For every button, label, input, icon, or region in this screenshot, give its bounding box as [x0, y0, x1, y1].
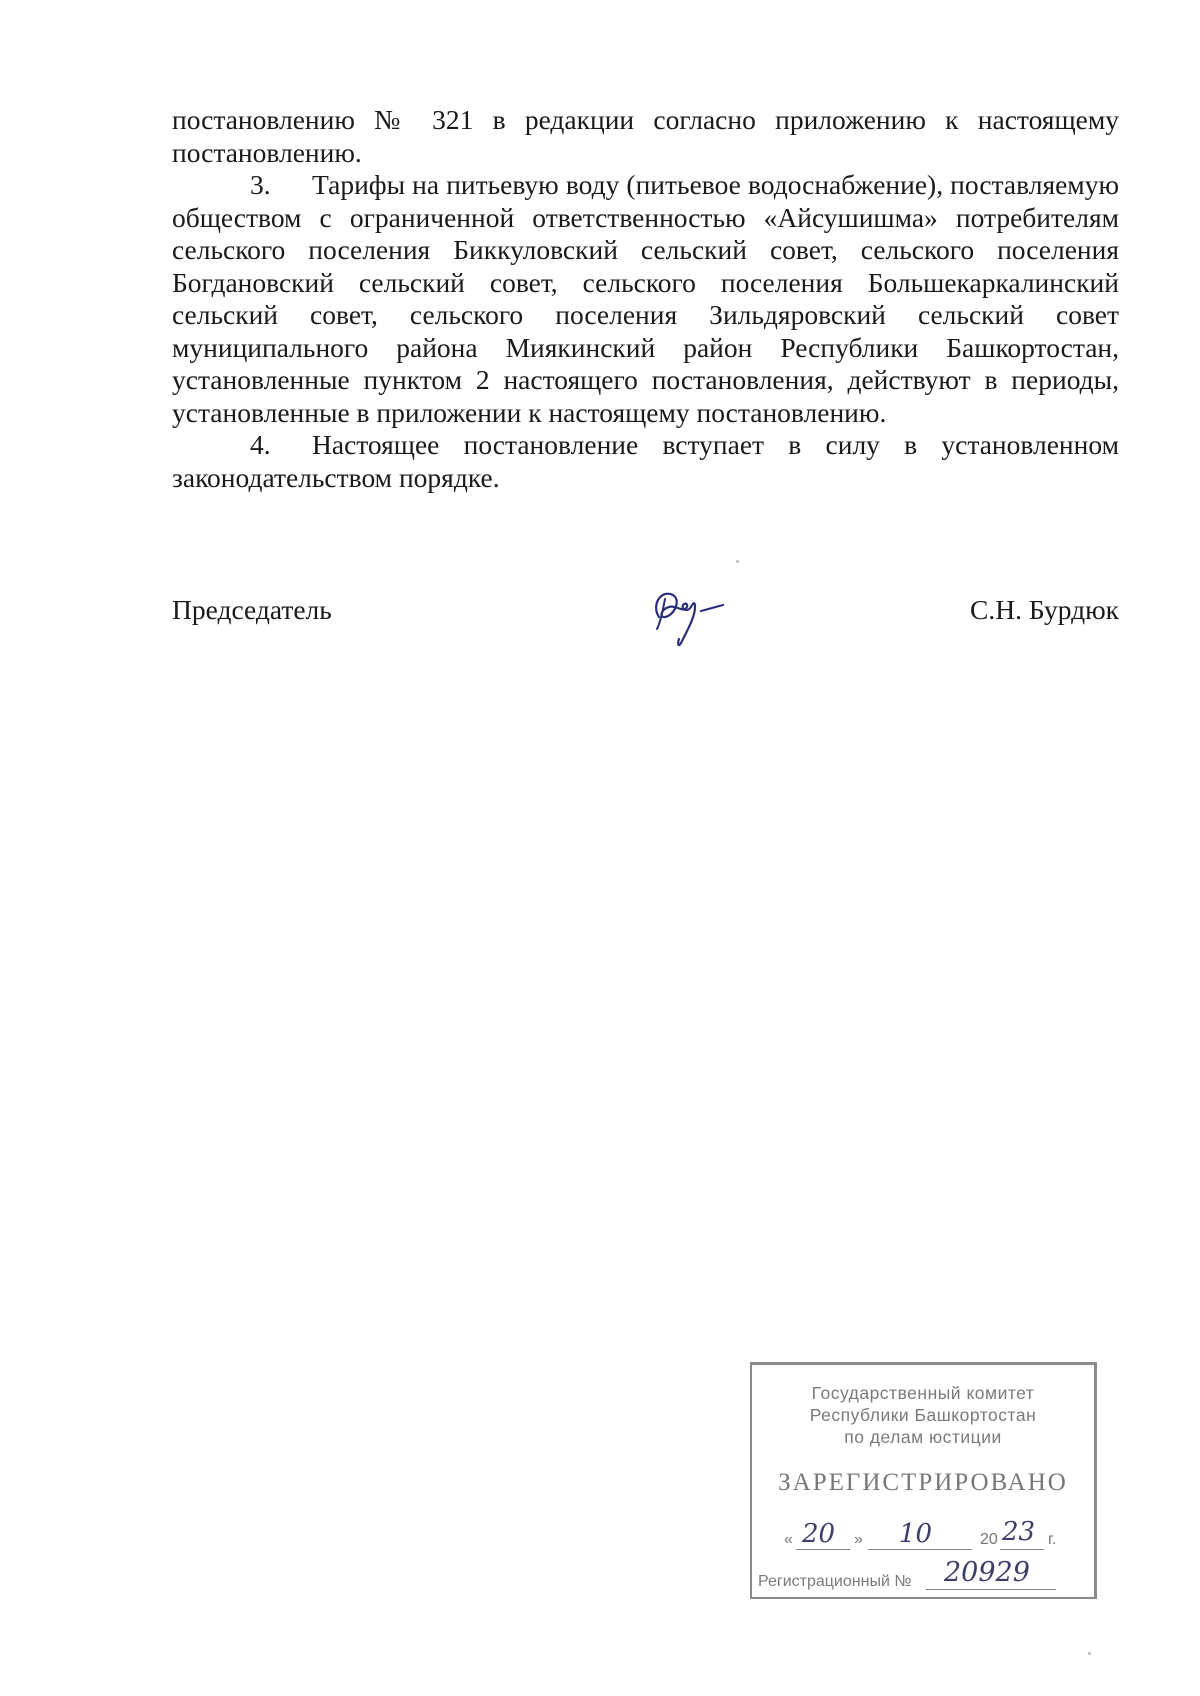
stamp-authority-line-1: Государственный комитет [811, 1383, 1035, 1403]
document-body [172, 104, 1119, 494]
stamp-date-quote-open: « [784, 1531, 793, 1548]
stamp-date-year-suffix: 23 [1002, 1517, 1036, 1547]
signatory-name: С.Н. Бурдюк [970, 594, 1119, 625]
stamp-date-quote-close: » [854, 1531, 863, 1548]
stamp-date-day: 20 [802, 1519, 836, 1549]
stamp-registration-number [758, 1557, 1088, 1597]
scan-speck [1088, 1652, 1091, 1655]
continuation-paragraph: постановлению № 321 в редакции согласно приложению к настоящему постановлению. [172, 104, 1119, 168]
stamp-date-month: 10 [899, 1519, 933, 1549]
registration-stamp [750, 1362, 1097, 1599]
stamp-day-underline [796, 1549, 850, 1550]
paragraph-4 [172, 429, 1119, 494]
signatory-title: Председатель [172, 594, 332, 625]
paragraph-3-number: 3. [250, 169, 271, 200]
stamp-month-underline [868, 1549, 972, 1550]
handwritten-signature-icon [637, 565, 737, 660]
scan-speck [736, 560, 739, 563]
stamp-authority-line-2: Республики Башкортостан [809, 1405, 1037, 1425]
paragraph-4-text: Настоящее постановление вступает в силу в установленном законодательством порядке. [172, 429, 1119, 493]
paragraph-4-number: 4. [250, 429, 271, 460]
signature-block [172, 590, 1119, 670]
stamp-authority-line-3: по делам юстиции [844, 1427, 1002, 1447]
stamp-reg-number: 20929 [944, 1557, 1030, 1588]
stamp-year-underline [1000, 1549, 1044, 1550]
paragraph-3 [172, 169, 1119, 429]
stamp-registered-heading: ЗАРЕГИСТРИРОВАНО [778, 1469, 1068, 1496]
stamp-date-year-prefix: 20 [980, 1531, 998, 1548]
stamp-reg-label: Регистрационный № [758, 1573, 912, 1590]
paragraph-3-text: Тарифы на питьевую воду (питьевое водоснабжение), поставляемую обществом с ограниченной ответственностью «Айсушишма» потребителям сельского поселения Биккуловский сельский совет, сельского поселения Богдановский сельский совет, сельского поселения Большекаркалинский сельский совет, сельского поселения Зильдяровский сельский совет муниципального района Миякинский район Республики Башкортостан, установленные пунктом 2 настоящего постановления, действуют в периоды, установленные в приложении к настоящему постановлению. [172, 169, 1119, 428]
stamp-reg-underline [926, 1589, 1056, 1590]
stamp-date-year-unit: г. [1048, 1531, 1057, 1548]
stamp-registration-date [784, 1517, 1084, 1557]
